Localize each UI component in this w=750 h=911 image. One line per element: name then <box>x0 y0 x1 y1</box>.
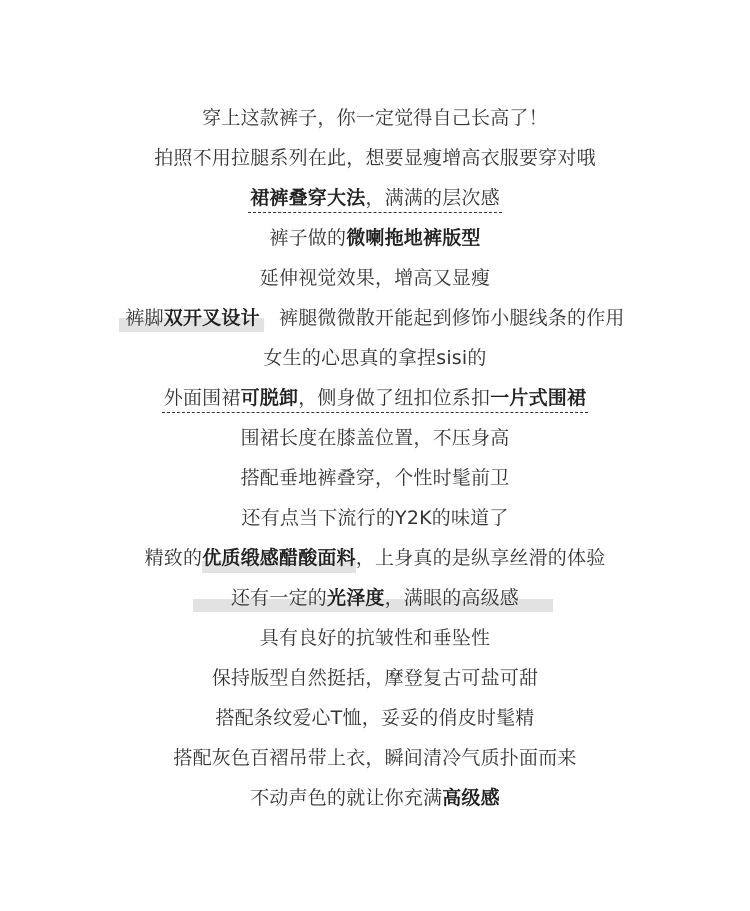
text-line-6 <box>0 298 750 338</box>
highlighted-phrase <box>125 298 259 338</box>
text-line-3 <box>0 178 750 218</box>
text-line-16 <box>0 698 750 738</box>
text-line-4 <box>0 218 750 258</box>
line-text: 搭配灰色百褶吊带上衣，瞬间清冷气质扑面而来 <box>173 747 577 769</box>
line-text: ，上身真的是纵享丝滑的体验 <box>355 547 606 569</box>
article-body <box>0 98 750 818</box>
line-text: 还有点当下流行的Y2K的味道了 <box>241 507 509 529</box>
text-line-7 <box>0 338 750 378</box>
bold-phrase: 高级感 <box>442 787 500 809</box>
line-text: 搭配条纹爱心T恤，妥妥的俏皮时髦精 <box>215 707 535 729</box>
text-line-8 <box>0 378 750 418</box>
text-line-11 <box>0 498 750 538</box>
line-text: 裤子做的 <box>269 227 347 249</box>
bold-phrase: 双开叉设计 <box>163 307 260 329</box>
line-text: ，满眼的高级感 <box>384 587 520 609</box>
text-line-17 <box>0 738 750 778</box>
line-text: 延伸视觉效果，增高又显瘦 <box>259 267 491 289</box>
line-text: 拍照不用拉腿系列在此，想要显瘦增高衣服要穿对哦 <box>154 147 596 169</box>
text-line-9 <box>0 418 750 458</box>
bold-phrase: 裙裤叠穿大法 <box>250 187 366 209</box>
line-text: 女生的心思真的拿捏sisi的 <box>263 347 487 369</box>
line-text: ，裤腿微微散开能起到修饰小腿线条的作用 <box>259 307 625 329</box>
text-line-2 <box>0 138 750 178</box>
line-text: 裤脚 <box>125 307 164 329</box>
dashed-underline-phrase <box>248 184 502 213</box>
line-text: 外面围裙 <box>163 387 241 409</box>
text-line-18 <box>0 778 750 818</box>
line-text: ，侧身做了纽扣位系扣 <box>298 387 491 409</box>
dashed-underline-phrase <box>162 384 588 413</box>
text-line-5 <box>0 258 750 298</box>
highlighted-line <box>231 578 519 618</box>
line-text: 不动声色的就让你充满 <box>250 787 443 809</box>
text-line-10 <box>0 458 750 498</box>
text-line-14 <box>0 618 750 658</box>
line-text: 保持版型自然挺括，摩登复古可盐可甜 <box>211 667 539 689</box>
line-text: 具有良好的抗皱性和垂坠性 <box>259 627 491 649</box>
bold-phrase: 光泽度 <box>327 587 385 609</box>
text-line-13 <box>0 578 750 618</box>
bold-phrase: 可脱卸 <box>240 387 299 409</box>
text-line-1 <box>0 98 750 138</box>
highlighted-phrase <box>202 538 356 578</box>
line-text: 还有一定的 <box>230 587 327 609</box>
bold-phrase: 微喇拖地裤版型 <box>346 227 481 249</box>
bold-phrase: 优质缎感醋酸面料 <box>202 547 356 569</box>
bold-phrase: 一片式围裙 <box>490 387 587 409</box>
line-text: 精致的 <box>144 547 203 569</box>
text-line-12 <box>0 538 750 578</box>
line-text: 搭配垂地裤叠穿，个性时髦前卫 <box>240 467 510 489</box>
text-line-15 <box>0 658 750 698</box>
line-text: 穿上这款裤子，你一定觉得自己长高了！ <box>202 107 548 129</box>
line-text: 围裙长度在膝盖位置，不压身高 <box>240 427 510 449</box>
line-text: ，满满的层次感 <box>365 187 500 209</box>
